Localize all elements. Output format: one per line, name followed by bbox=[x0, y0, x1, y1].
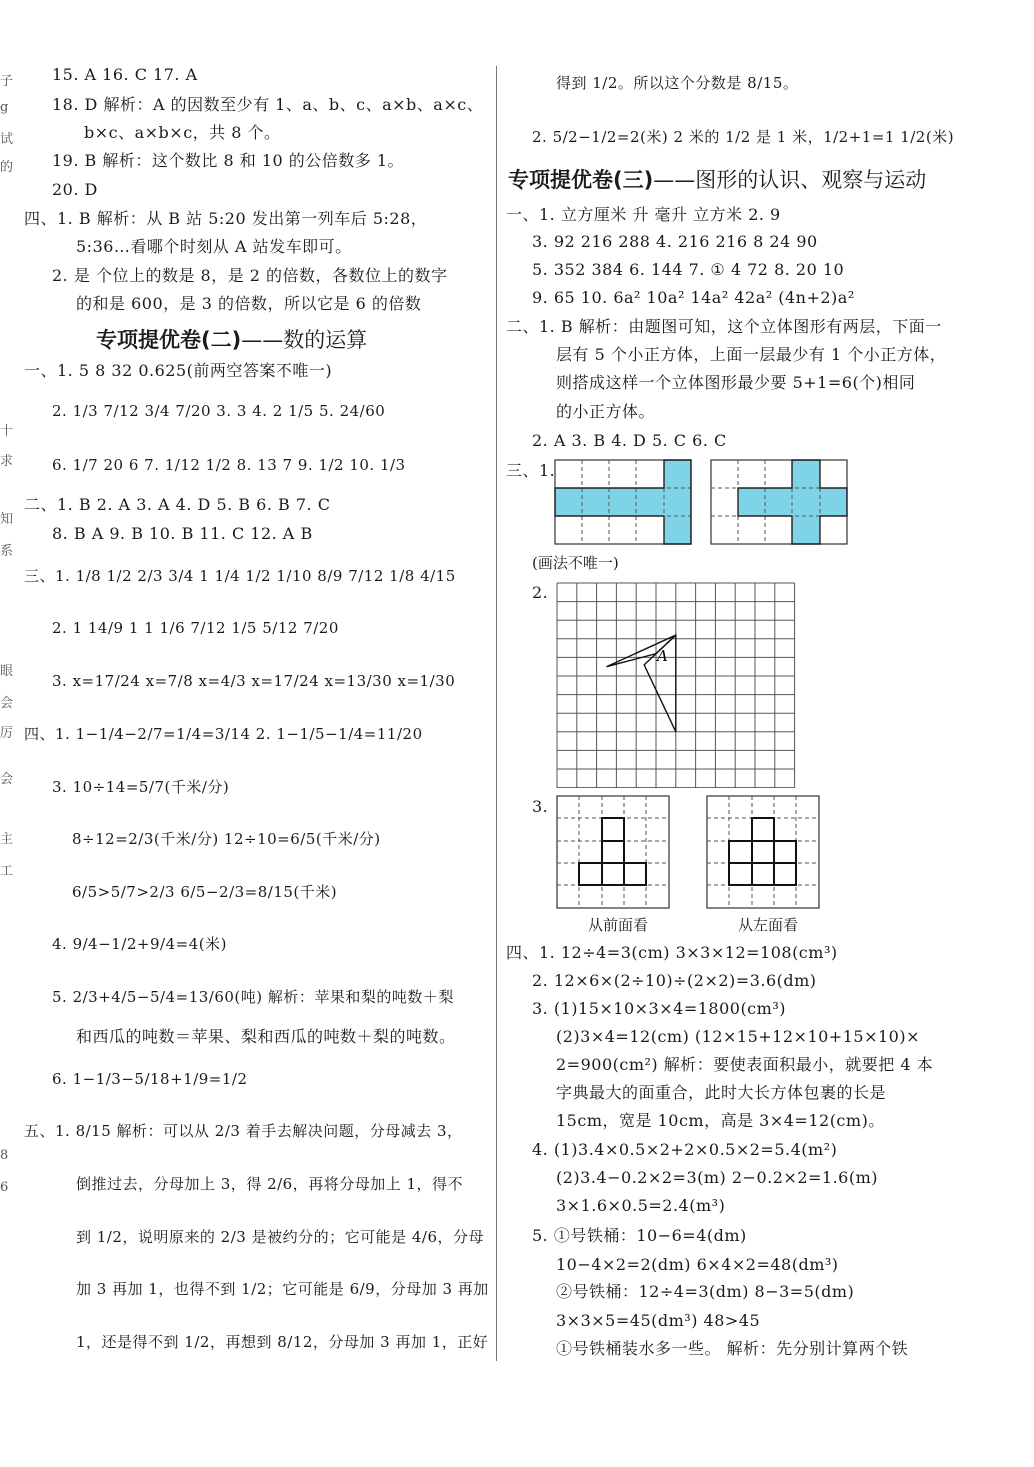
edge-fragment: 知 bbox=[0, 512, 14, 527]
answer-line: 20. D bbox=[52, 180, 98, 199]
view-front-shape bbox=[579, 818, 646, 885]
edge-fragment: 8 bbox=[0, 1148, 9, 1163]
net-cell bbox=[792, 516, 820, 544]
view-left-shape bbox=[729, 818, 796, 885]
answer-line-fractions: 到 1/2，说明原来的 2/3 是被约分的；它可能是 4/6，分母 bbox=[76, 1228, 484, 1246]
section-title-3 bbox=[508, 164, 926, 194]
answer-line: 18. D 解析：A 的因数至少有 1、a、b、c、a×b、a×c、 bbox=[52, 95, 484, 114]
edge-fragment: 6 bbox=[0, 1180, 9, 1195]
section-title-2 bbox=[96, 324, 367, 354]
edge-fragment: 会 bbox=[0, 696, 14, 711]
grid-border bbox=[707, 796, 819, 908]
answer-line: ①号铁桶装水多一些。 解析：先分别计算两个铁 bbox=[556, 1339, 909, 1358]
answer-line: 5:36…看哪个时刻从 A 站发车即可。 bbox=[76, 237, 352, 256]
answer-line: 层有 5 个小正方体，上面一层最少有 1 个小正方体， bbox=[556, 345, 947, 364]
net-cell bbox=[664, 516, 691, 544]
section-title-bold: 专项提优卷(三) bbox=[508, 168, 654, 192]
answer-line: 9. 65 10. 6a² 10a² 14a² 42a² (4n+2)a² bbox=[532, 288, 855, 307]
answer-line: ②号铁桶：12÷4=3(dm) 8−3=5(dm) bbox=[556, 1282, 855, 1301]
answer-line: (2)3×4=12(cm) (12×15+12×10+15×10)× bbox=[556, 1027, 920, 1046]
edge-fragment: g bbox=[0, 100, 9, 115]
view-caption-left: 从左面看 bbox=[738, 916, 799, 934]
net-grid-2 bbox=[711, 460, 847, 544]
answer-line-fractions: 得到 1/2。所以这个分数是 8/15。 bbox=[556, 74, 799, 92]
edge-fragment: 十 bbox=[0, 424, 14, 439]
answer-line: (2)3.4−0.2×2=3(m) 2−0.2×2=1.6(m) bbox=[556, 1168, 878, 1187]
edge-fragment: 的 bbox=[0, 160, 14, 175]
answer-line: 3. (1)15×10×3×4=1800(cm³) bbox=[532, 999, 786, 1018]
rotation-grid bbox=[556, 582, 796, 788]
point-label: A bbox=[656, 647, 668, 666]
answer-line-fractions: 4. 9/4−1/2+9/4=4(米) bbox=[52, 935, 227, 953]
answer-line-fractions: 5. 2/3+4/5−5/4=13/60(吨) 解析：苹果和梨的吨数＋梨 bbox=[52, 988, 454, 1006]
answer-line-fractions: 6. 1−1/3−5/18+1/9=1/2 bbox=[52, 1070, 248, 1088]
question-label: 三、1. bbox=[506, 461, 556, 480]
edge-fragment: 系 bbox=[0, 544, 14, 559]
section-title-bold: 专项提优卷(二) bbox=[96, 328, 242, 352]
answer-line: 二、1. B 2. A 3. A 4. D 5. B 6. B 7. C bbox=[24, 495, 331, 514]
answer-line-fractions: 3. x=17/24 x=7/8 x=4/3 x=17/24 x=13/30 x=1/30 bbox=[52, 672, 456, 690]
answer-line: 3. 92 216 288 4. 216 216 8 24 90 bbox=[532, 232, 818, 251]
answer-line: 3×1.6×0.5=2.4(m³) bbox=[556, 1196, 726, 1215]
net-cell bbox=[664, 460, 691, 488]
answer-line: 2. 12×6×(2÷10)÷(2×2)=3.6(dm) bbox=[532, 971, 817, 990]
view-caption-front: 从前面看 bbox=[588, 916, 649, 934]
answer-line: 8. B A 9. B 10. B 11. C 12. A B bbox=[52, 524, 313, 543]
drawing-note: (画法不唯一) bbox=[532, 554, 619, 572]
grid-border bbox=[557, 796, 669, 908]
answer-line-fractions: 6/5>5/7>2/3 6/5−2/3=8/15(千米) bbox=[72, 883, 338, 901]
view-front-grid bbox=[557, 796, 669, 908]
answer-line: 二、1. B 解析：由题图可知，这个立体图形有两层，下面一 bbox=[506, 317, 942, 336]
question-label: 3. bbox=[532, 797, 549, 816]
column-divider bbox=[496, 66, 497, 1361]
answer-line-fractions: 2. 1 14/9 1 1 1/6 7/12 1/5 5/12 7/20 bbox=[52, 619, 339, 637]
answer-line: 2. 是 个位上的数是 8，是 2 的倍数，各数位上的数字 bbox=[52, 266, 448, 285]
answer-line: 4. (1)3.4×0.5×2+2×0.5×2=5.4(m²) bbox=[532, 1140, 838, 1159]
answer-line: 一、1. 5 8 32 0.625(前两空答案不唯一) bbox=[24, 361, 333, 380]
answer-line: 15cm，宽是 10cm，高是 3×4=12(cm)。 bbox=[556, 1111, 885, 1130]
answer-line: 19. B 解析：这个数比 8 和 10 的公倍数多 1。 bbox=[52, 151, 405, 170]
answer-line-fractions: 3. 10÷14=5/7(千米/分) bbox=[52, 778, 230, 796]
question-label: 2. bbox=[532, 583, 549, 602]
answer-line: 10−4×2=2(dm) 6×4×2=48(dm³) bbox=[556, 1255, 839, 1274]
edge-fragment: 求 bbox=[0, 454, 14, 469]
net-grid-1 bbox=[555, 460, 691, 544]
answer-line: 一、1. 立方厘米 升 毫升 立方米 2. 9 bbox=[506, 205, 781, 224]
answer-line: 则搭成这样一个立体图形最少要 5+1=6(个)相同 bbox=[556, 373, 916, 392]
answer-line-fractions: 三、1. 1/8 1/2 2/3 3/4 1 1/4 1/2 1/10 8/9 7/12 1/8 4/15 bbox=[24, 567, 456, 585]
answer-line-fractions: 1，还是得不到 1/2，再想到 8/12，分母加 3 再加 1，正好 bbox=[76, 1333, 489, 1351]
answer-line: 2=900(cm²) 解析：要使表面积最小，就要把 4 本 bbox=[556, 1055, 934, 1074]
answer-line: 15. A 16. C 17. A bbox=[52, 65, 198, 84]
answer-line: 5. 352 384 6. 144 7. ① 4 72 8. 20 10 bbox=[532, 260, 845, 279]
answer-line-fractions: 6. 1/7 20 6 7. 1/12 1/2 8. 13 7 9. 1/2 10. 1/3 bbox=[52, 456, 406, 474]
view-left-grid bbox=[707, 796, 819, 908]
answer-line: b×c、a×b×c，共 8 个。 bbox=[84, 123, 281, 142]
edge-fragment: 眼 bbox=[0, 664, 14, 679]
answer-line-fractions: 2. 1/3 7/12 3/4 7/20 3. 3 4. 2 1/5 5. 24/60 bbox=[52, 402, 386, 420]
net-figures bbox=[554, 458, 854, 548]
answer-line: 的和是 600，是 3 的倍数，所以它是 6 的倍数 bbox=[76, 294, 422, 313]
answer-line-fractions: 加 3 再加 1，也得不到 1/2；它可能是 6/9，分母加 3 再加 bbox=[76, 1280, 489, 1298]
edge-fragment: 子 bbox=[0, 74, 14, 89]
answer-line-fractions: 倒推过去，分母加上 3，得 2/6，再将分母加上 1，得不 bbox=[76, 1175, 464, 1193]
edge-fragment: 试 bbox=[0, 132, 14, 147]
edge-fragment: 主 bbox=[0, 832, 14, 847]
edge-fragment: 厉 bbox=[0, 726, 14, 741]
answer-line: 四、1. B 解析：从 B 站 5:20 发出第一列车后 5:28， bbox=[24, 209, 428, 228]
answer-line: 字典最大的面重合，此时大长方体包裹的长是 bbox=[556, 1083, 887, 1102]
net-cell bbox=[555, 488, 691, 516]
section-title-rest: ——数的运算 bbox=[241, 328, 368, 352]
view-figures bbox=[556, 795, 856, 911]
answer-line: 2. A 3. B 4. D 5. C 6. C bbox=[532, 431, 727, 450]
edge-fragment: 会 bbox=[0, 772, 14, 787]
edge-fragment: 工 bbox=[0, 864, 14, 879]
answer-line: 和西瓜的吨数＝苹果、梨和西瓜的吨数＋梨的吨数。 bbox=[76, 1027, 456, 1046]
answer-line-fractions: 四、1. 1−1/4−2/7=1/4=3/14 2. 1−1/5−1/4=11/20 bbox=[24, 725, 423, 743]
answer-line: 的小正方体。 bbox=[556, 402, 656, 421]
net-cell bbox=[792, 460, 820, 488]
answer-line: 3×3×5=45(dm³) 48>45 bbox=[556, 1311, 761, 1330]
answer-line-fractions: 8÷12=2/3(千米/分) 12÷10=6/5(千米/分) bbox=[72, 830, 381, 848]
answer-line: 5. ①号铁桶：10−6=4(dm) bbox=[532, 1226, 747, 1245]
answer-line: 四、1. 12÷4=3(cm) 3×3×12=108(cm³) bbox=[506, 943, 838, 962]
answer-line-fractions: 五、1. 8/15 解析：可以从 2/3 着手去解决问题，分母减去 3， bbox=[24, 1122, 463, 1140]
answer-line-fractions: 2. 5/2−1/2=2(米) 2 米的 1/2 是 1 米，1/2+1=1 1/2(米) bbox=[532, 128, 955, 146]
section-title-rest: ——图形的认识、观察与运动 bbox=[653, 168, 927, 192]
